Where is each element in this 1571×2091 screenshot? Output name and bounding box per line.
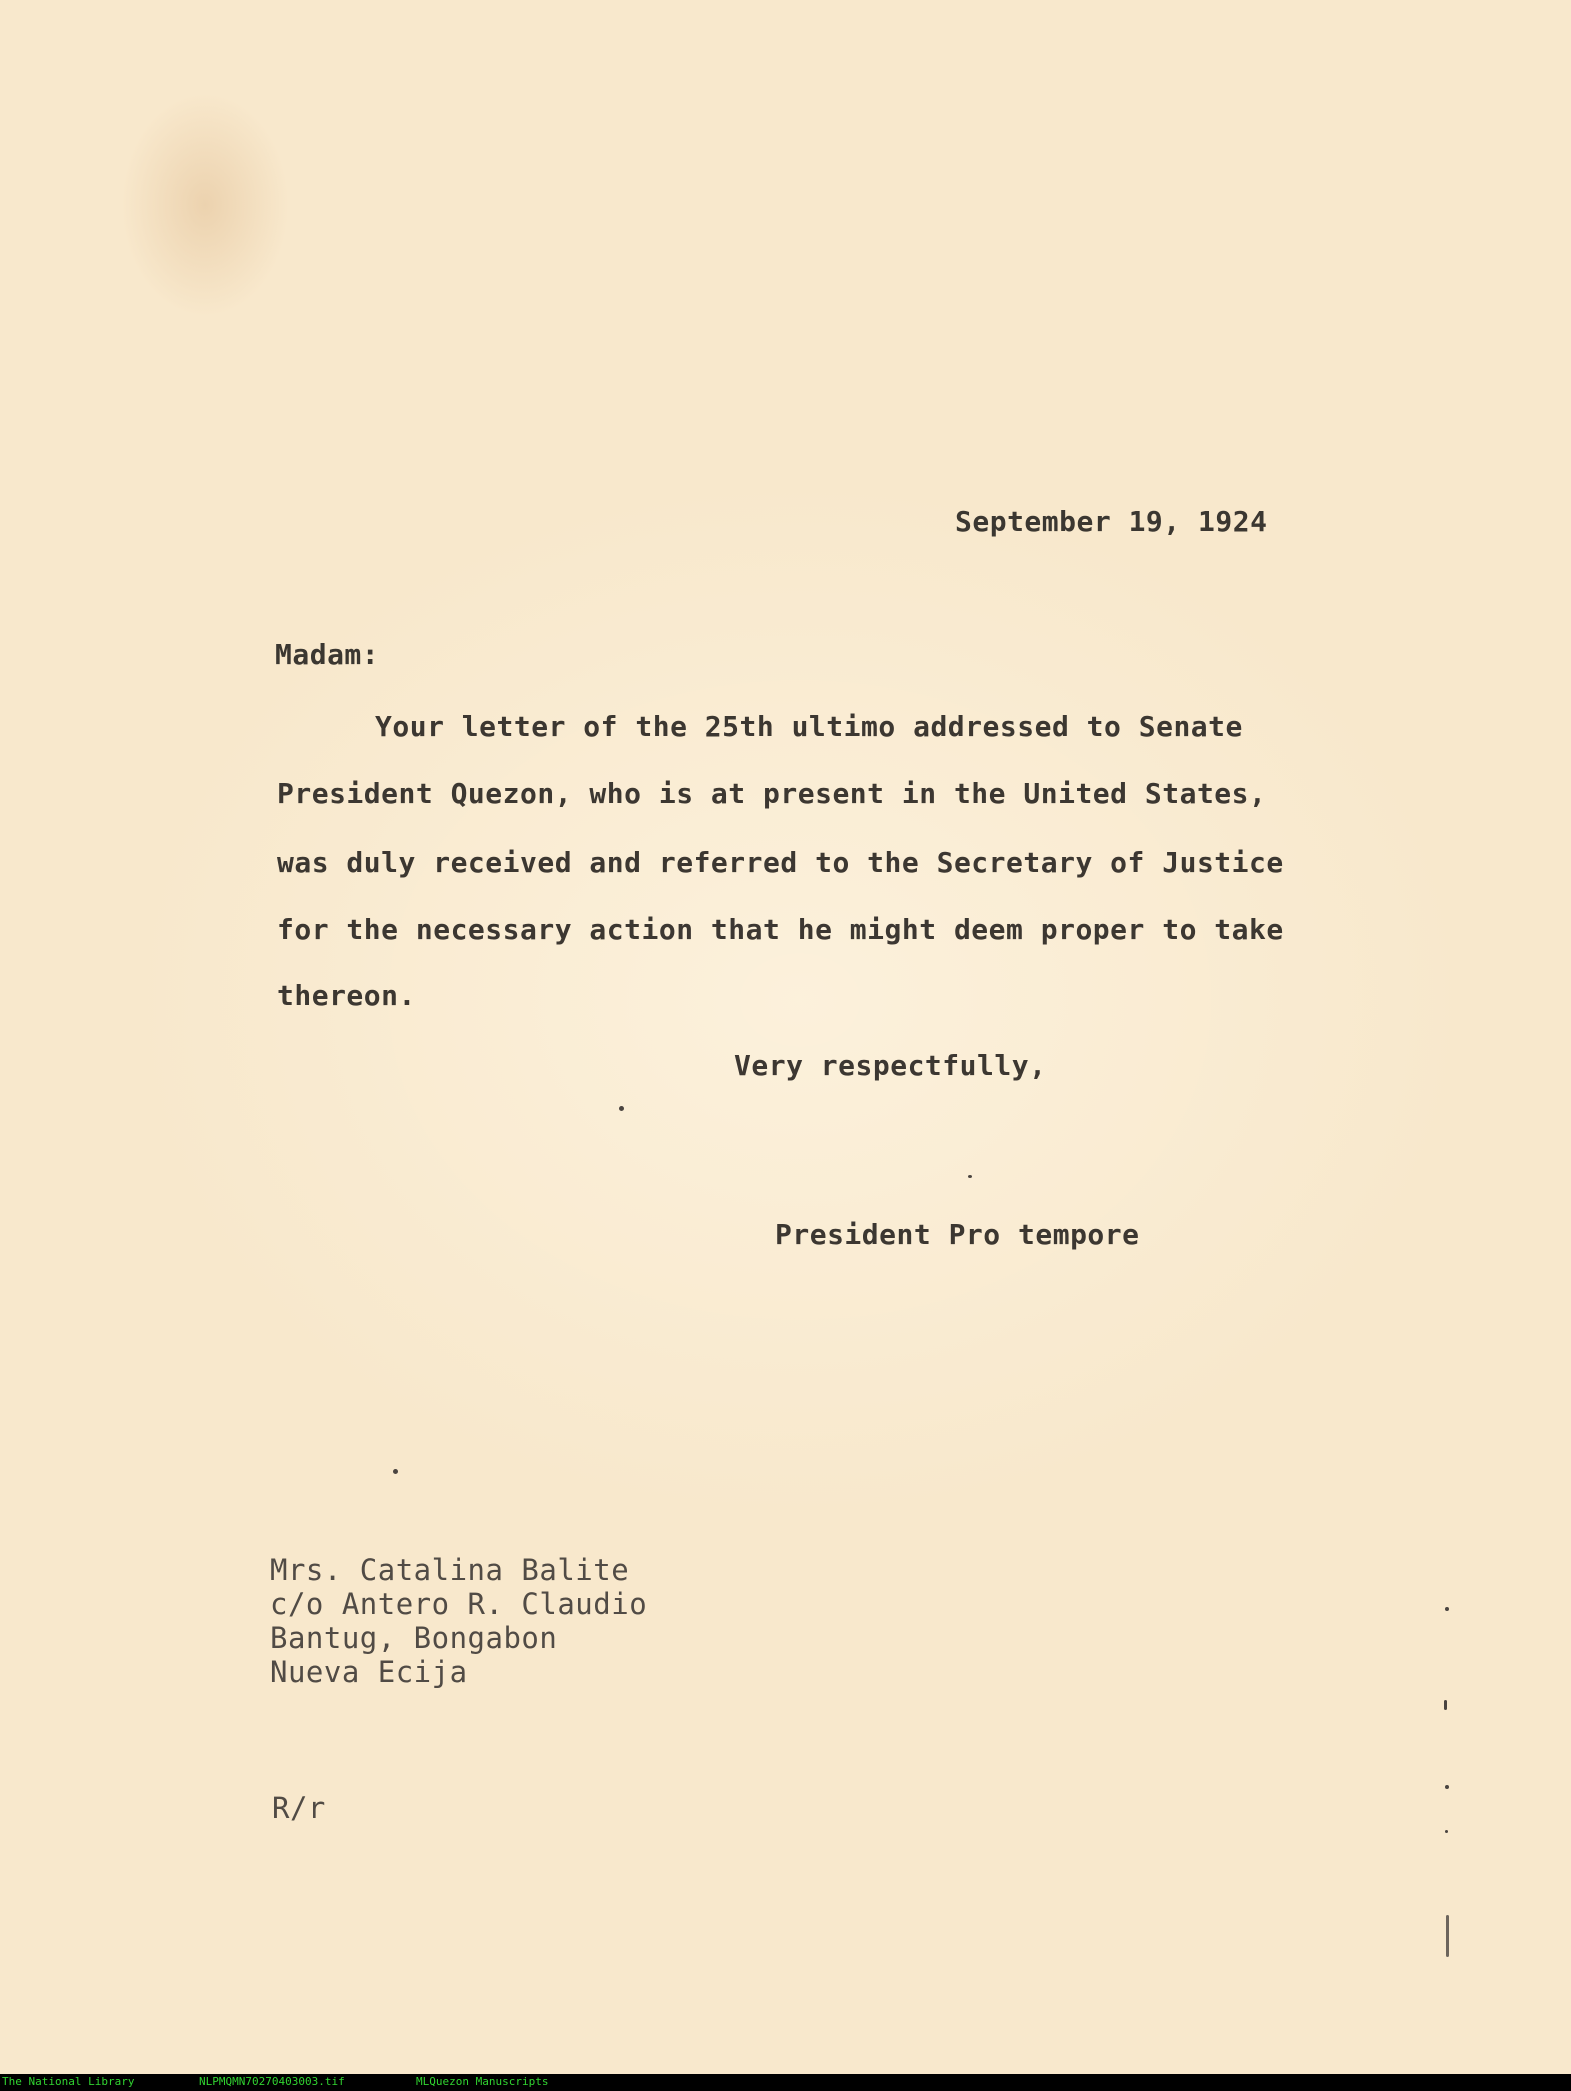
body-line: was duly received and referred to the Secretary of Justice	[277, 846, 1284, 879]
ink-speck	[619, 1106, 624, 1111]
ink-speck	[1445, 1830, 1448, 1833]
footer-filename: NLPMQMN70270403003.tif	[199, 2075, 345, 2088]
archive-footer-bar	[0, 2074, 1571, 2091]
body-line: for the necessary action that he might deem proper to take	[277, 913, 1284, 946]
footer-library-label: The National Library	[2, 2075, 135, 2088]
closing: Very respectfully,	[734, 1049, 1047, 1082]
ink-speck	[1445, 1607, 1449, 1611]
body-line: President Quezon, who is at present in the United States,	[277, 777, 1267, 810]
body-line: thereon.	[277, 979, 416, 1012]
ink-speck	[393, 1469, 398, 1474]
ink-speck	[968, 1175, 972, 1178]
typist-initials: R/r	[272, 1791, 326, 1825]
salutation: Madam:	[275, 638, 380, 671]
signature-title: President Pro tempore	[775, 1218, 1140, 1251]
ink-speck	[1446, 1915, 1449, 1957]
ink-speck	[1445, 1785, 1449, 1789]
address-line: Nueva Ecija	[270, 1655, 468, 1689]
ink-speck	[1444, 1700, 1447, 1710]
footer-collection: MLQuezon Manuscripts	[416, 2075, 549, 2088]
body-line: Your letter of the 25th ultimo addressed to Senate	[375, 710, 1243, 743]
address-line: Bantug, Bongabon	[270, 1621, 558, 1655]
letter-date: September 19, 1924	[955, 505, 1268, 538]
address-line: c/o Antero R. Claudio	[270, 1587, 648, 1621]
address-line: Mrs. Catalina Balite	[270, 1553, 630, 1587]
